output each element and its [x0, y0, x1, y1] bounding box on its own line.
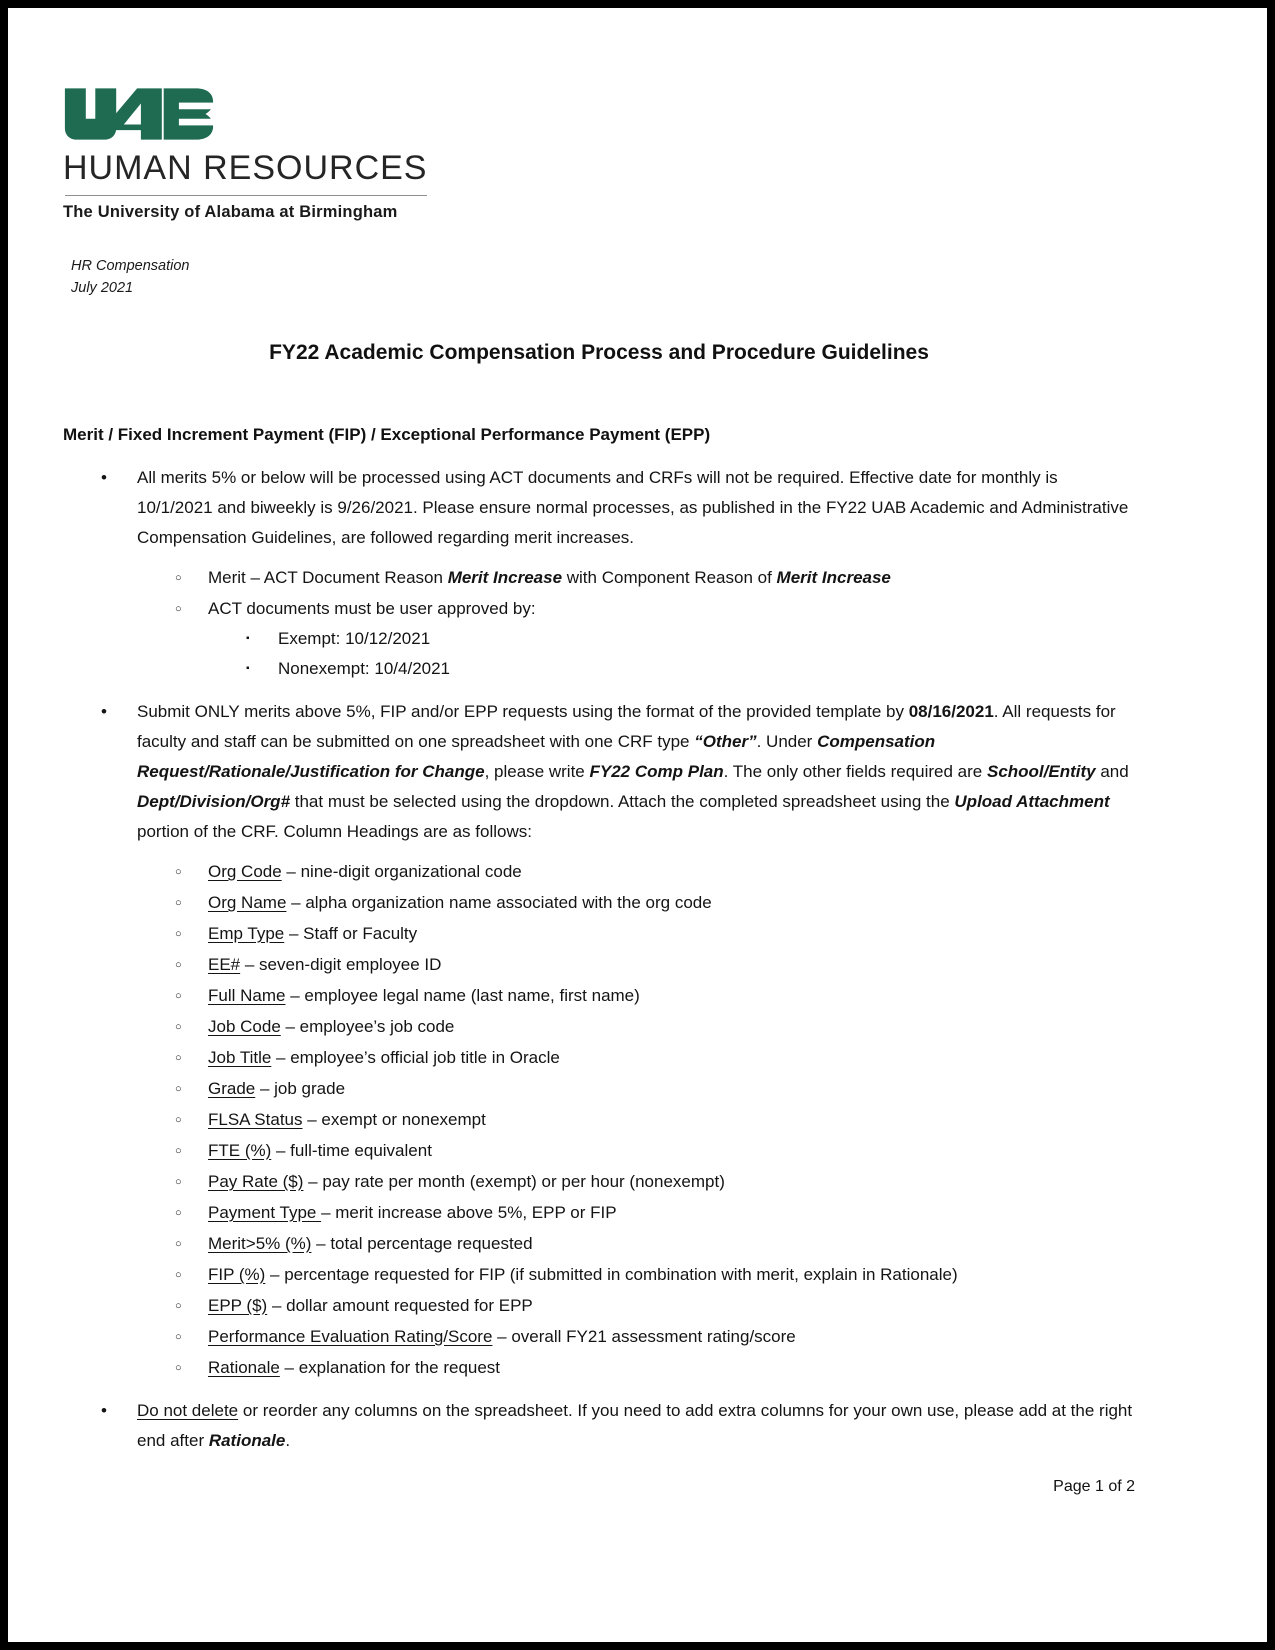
list-item-text: Full Name – employee legal name (last name, first name)	[208, 986, 640, 1005]
list-item	[63, 857, 1135, 887]
list-item	[63, 1260, 1135, 1290]
bullet-marker: ○	[175, 1145, 182, 1157]
university-name: The University of Alabama at Birmingham	[63, 203, 398, 221]
header-divider	[65, 195, 427, 196]
letterhead	[63, 85, 1135, 299]
list-item-text: Rationale – explanation for the request	[208, 1358, 501, 1377]
bullet-marker: ○	[175, 897, 182, 909]
list-item	[63, 463, 1135, 553]
list-item	[63, 1074, 1135, 1104]
list-item-text: Exempt: 10/12/2021	[278, 629, 431, 648]
list-item	[63, 624, 1135, 654]
list-item-text: EE# – seven-digit employee ID	[208, 955, 442, 974]
list-item-text: FLSA Status – exempt or nonexempt	[208, 1110, 486, 1129]
uab-logo	[63, 85, 223, 143]
list-item	[63, 563, 1135, 593]
list-item-text: Org Name – alpha organization name associated with the org code	[208, 893, 712, 912]
bullet-marker: ○	[175, 1238, 182, 1250]
bullet-marker: •	[101, 1401, 107, 1420]
bullet-list	[63, 463, 1135, 1456]
list-item	[63, 1012, 1135, 1042]
list-item	[63, 981, 1135, 1011]
bullet-marker: ○	[175, 1300, 182, 1312]
list-item	[63, 697, 1135, 847]
page-footer	[1053, 1478, 1135, 1496]
bullet-marker: ▪	[246, 663, 250, 674]
list-item	[63, 1353, 1135, 1383]
bullet-marker: ○	[175, 1052, 182, 1064]
bullet-marker: ○	[175, 1021, 182, 1033]
bullet-marker: ○	[175, 1269, 182, 1281]
dept-line: HR Compensation	[71, 258, 190, 274]
bullet-marker: •	[101, 468, 107, 487]
list-item-text: Job Title – employee’s official job title in Oracle	[208, 1048, 560, 1067]
section-heading: Merit / Fixed Increment Payment (FIP) / Exceptional Performance Payment (EPP)	[63, 425, 711, 444]
uab-logo-icon	[63, 85, 215, 143]
list-item-text: Job Code – employee’s job code	[208, 1017, 455, 1036]
list-item-text: Pay Rate ($) – pay rate per month (exempt) or per hour (nonexempt)	[208, 1172, 725, 1191]
list-item-text: FTE (%) – full-time equivalent	[208, 1141, 432, 1160]
bullet-marker: ○	[175, 1114, 182, 1126]
list-item	[63, 1105, 1135, 1135]
list-item-text: Payment Type – merit increase above 5%, EPP or FIP	[208, 1203, 617, 1222]
list-item	[63, 654, 1135, 684]
bullet-marker: ○	[175, 603, 182, 615]
list-item-text: ACT documents must be user approved by:	[208, 599, 536, 618]
list-item	[63, 919, 1135, 949]
list-item	[63, 1396, 1135, 1456]
document-meta	[63, 255, 1135, 299]
list-item	[63, 1198, 1135, 1228]
list-item-text: Merit – ACT Document Reason Merit Increase with Component Reason of Merit Increase	[208, 568, 891, 587]
bullet-marker: •	[101, 702, 107, 721]
list-item-text: Performance Evaluation Rating/Score – overall FY21 assessment rating/score	[208, 1327, 796, 1346]
list-item	[63, 1229, 1135, 1259]
list-item	[63, 1291, 1135, 1321]
list-item	[63, 1043, 1135, 1073]
list-item	[63, 888, 1135, 918]
org-name: HUMAN RESOURCES	[63, 149, 428, 187]
document-title: FY22 Academic Compensation Process and Procedure Guidelines	[269, 341, 929, 364]
bullet-marker: ○	[175, 1176, 182, 1188]
bullet-marker: ○	[175, 990, 182, 1002]
list-item	[63, 594, 1135, 624]
bullet-marker: ○	[175, 1083, 182, 1095]
list-item-text: EPP ($) – dollar amount requested for EPP	[208, 1296, 533, 1315]
bullet-marker: ○	[175, 1362, 182, 1374]
bullet-marker: ▪	[246, 633, 250, 644]
bullet-marker: ○	[175, 572, 182, 584]
list-item-text: Submit ONLY merits above 5%, FIP and/or EPP requests using the format of the provided template by 08/16/2021. All requests for faculty and staff can be submitted on one spreadsheet with one CRF type “Other”. Under Compensation Request/Rationale/Justification for Change, please write FY22 Comp Plan. The only other fields required are School/Entity and Dept/Division/Org# that must be selected using the dropdown. Attach the completed spreadsheet using the Upload Attachment portion of the CRF. Column Headings are as follows:	[137, 702, 1129, 841]
list-item	[63, 950, 1135, 980]
bullet-marker: ○	[175, 1331, 182, 1343]
list-item-text: Org Code – nine-digit organizational code	[208, 862, 522, 881]
list-item-text: Do not delete or reorder any columns on the spreadsheet. If you need to add extra columns for your own use, please add at the right end after Rationale.	[137, 1401, 1133, 1450]
list-item-text: Merit>5% (%) – total percentage requested	[208, 1234, 533, 1253]
list-item	[63, 1167, 1135, 1197]
list-item-text: All merits 5% or below will be processed using ACT documents and CRFs will not be required. Effective date for monthly is 10/1/2021 and biweekly is 9/26/2021. Please ensure normal processes, as published in the FY22 UAB Academic and Administrative Compensation Guidelines, are followed regarding merit increases.	[137, 468, 1129, 547]
list-item-text: Nonexempt: 10/4/2021	[278, 659, 451, 678]
list-item-text: FIP (%) – percentage requested for FIP (if submitted in combination with merit, explain in Rationale)	[208, 1265, 958, 1284]
date-line: July 2021	[71, 280, 134, 296]
list-item-text: Grade – job grade	[208, 1079, 346, 1098]
page-number: Page 1 of 2	[1053, 1478, 1135, 1495]
bullet-marker: ○	[175, 1207, 182, 1219]
bullet-marker: ○	[175, 866, 182, 878]
list-item-text: Emp Type – Staff or Faculty	[208, 924, 418, 943]
list-item	[63, 1136, 1135, 1166]
bullet-marker: ○	[175, 928, 182, 940]
list-item	[63, 1322, 1135, 1352]
bullet-marker: ○	[175, 959, 182, 971]
